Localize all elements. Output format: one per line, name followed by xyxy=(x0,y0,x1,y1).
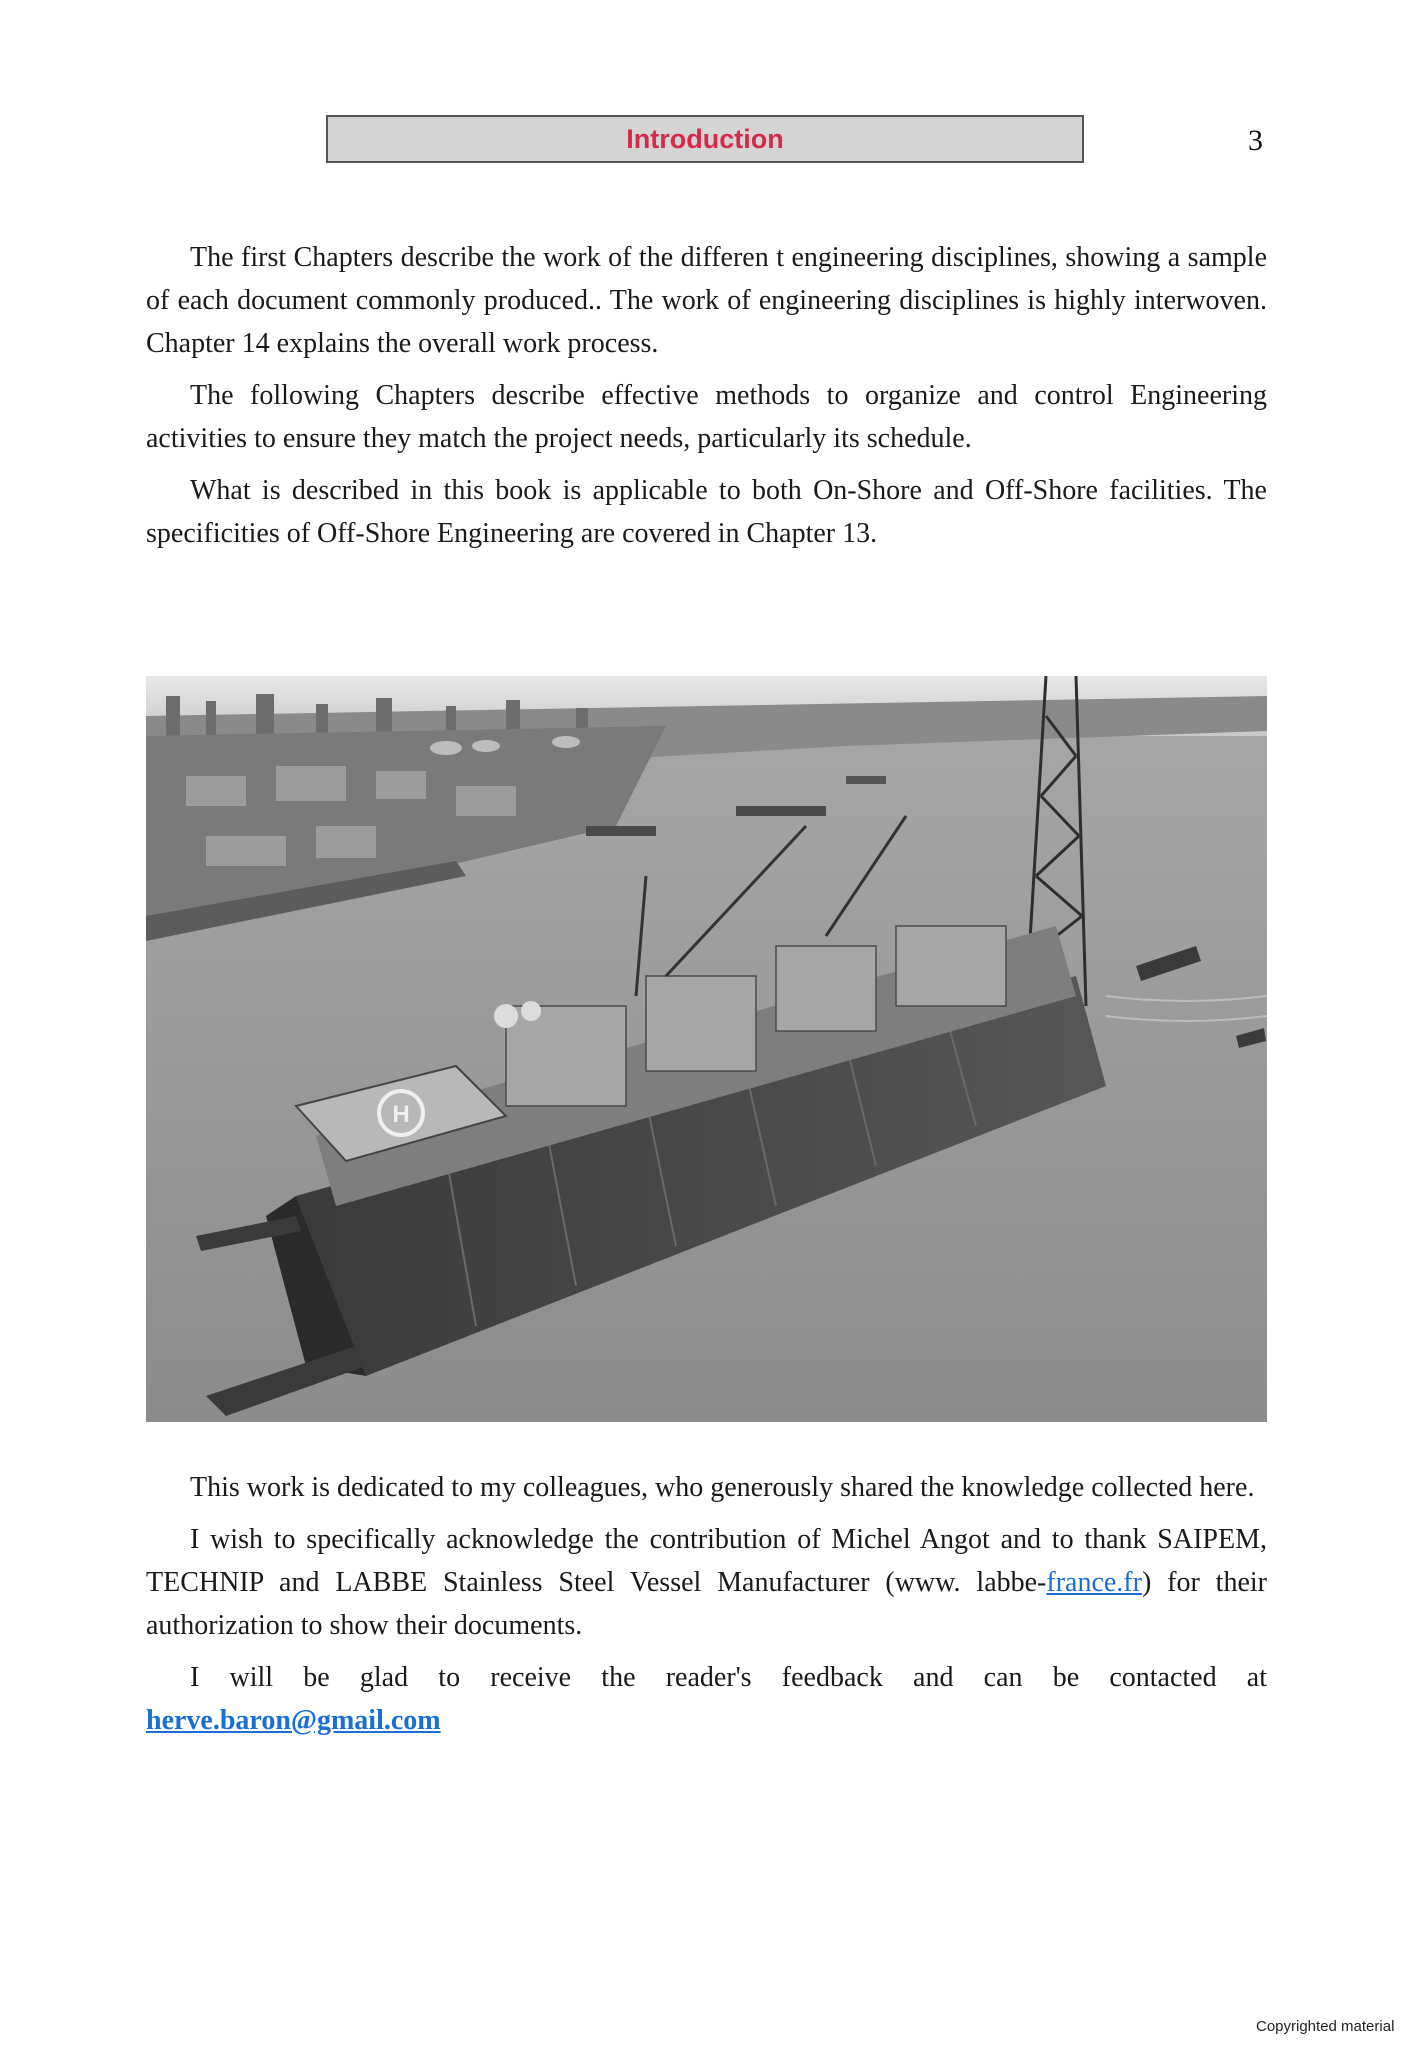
fpso-vessel-photo xyxy=(146,676,1267,1422)
acknowledgement-paragraph xyxy=(146,1518,1267,1647)
acknowledgement-text: I wish to specifically acknowledge the contribution of Michel Angot and to thank SAIPEM, TECHNIP and LABBE Stainless Steel Vessel Manufacturer (www. labbe- xyxy=(146,1524,1267,1598)
page-number: 3 xyxy=(1248,124,1263,157)
chapter-header xyxy=(326,115,1084,163)
contact-paragraph xyxy=(146,1656,1267,1742)
intro-text xyxy=(146,236,1267,564)
contact-text: I will be glad to receive the reader's feedback and can be contacted at xyxy=(190,1662,1267,1693)
chapter-title: Introduction xyxy=(626,123,784,154)
paragraph-1: The first Chapters describe the work of the differen t engineering disciplines, showing a sample of each document commonly produced.. The work of engineering disciplines is highly interwoven. Chapter 14 explains the overall work process. xyxy=(146,242,1267,359)
labbe-website-link[interactable]: france.fr xyxy=(1046,1567,1142,1598)
helideck-marking: H xyxy=(392,1101,410,1128)
dedication-text xyxy=(146,1466,1267,1751)
email-link[interactable]: herve.baron@gmail.com xyxy=(146,1705,441,1736)
acknowledgement-tail: ) for their authorization to show their documents. xyxy=(146,1567,1267,1641)
paragraph-2: The following Chapters describe effective methods to organize and control Engineering activities to ensure they match the project needs, particularly its schedule. xyxy=(146,380,1267,454)
paragraph-3: What is described in this book is applicable to both On-Shore and Off-Shore facilities. The specificities of Off-Shore Engineering are covered in Chapter 13. xyxy=(146,475,1267,549)
copyright-notice: Copyrighted material xyxy=(1256,2018,1395,2035)
dedication-paragraph: This work is dedicated to my colleagues, who generously shared the knowledge collected here. xyxy=(190,1472,1255,1503)
